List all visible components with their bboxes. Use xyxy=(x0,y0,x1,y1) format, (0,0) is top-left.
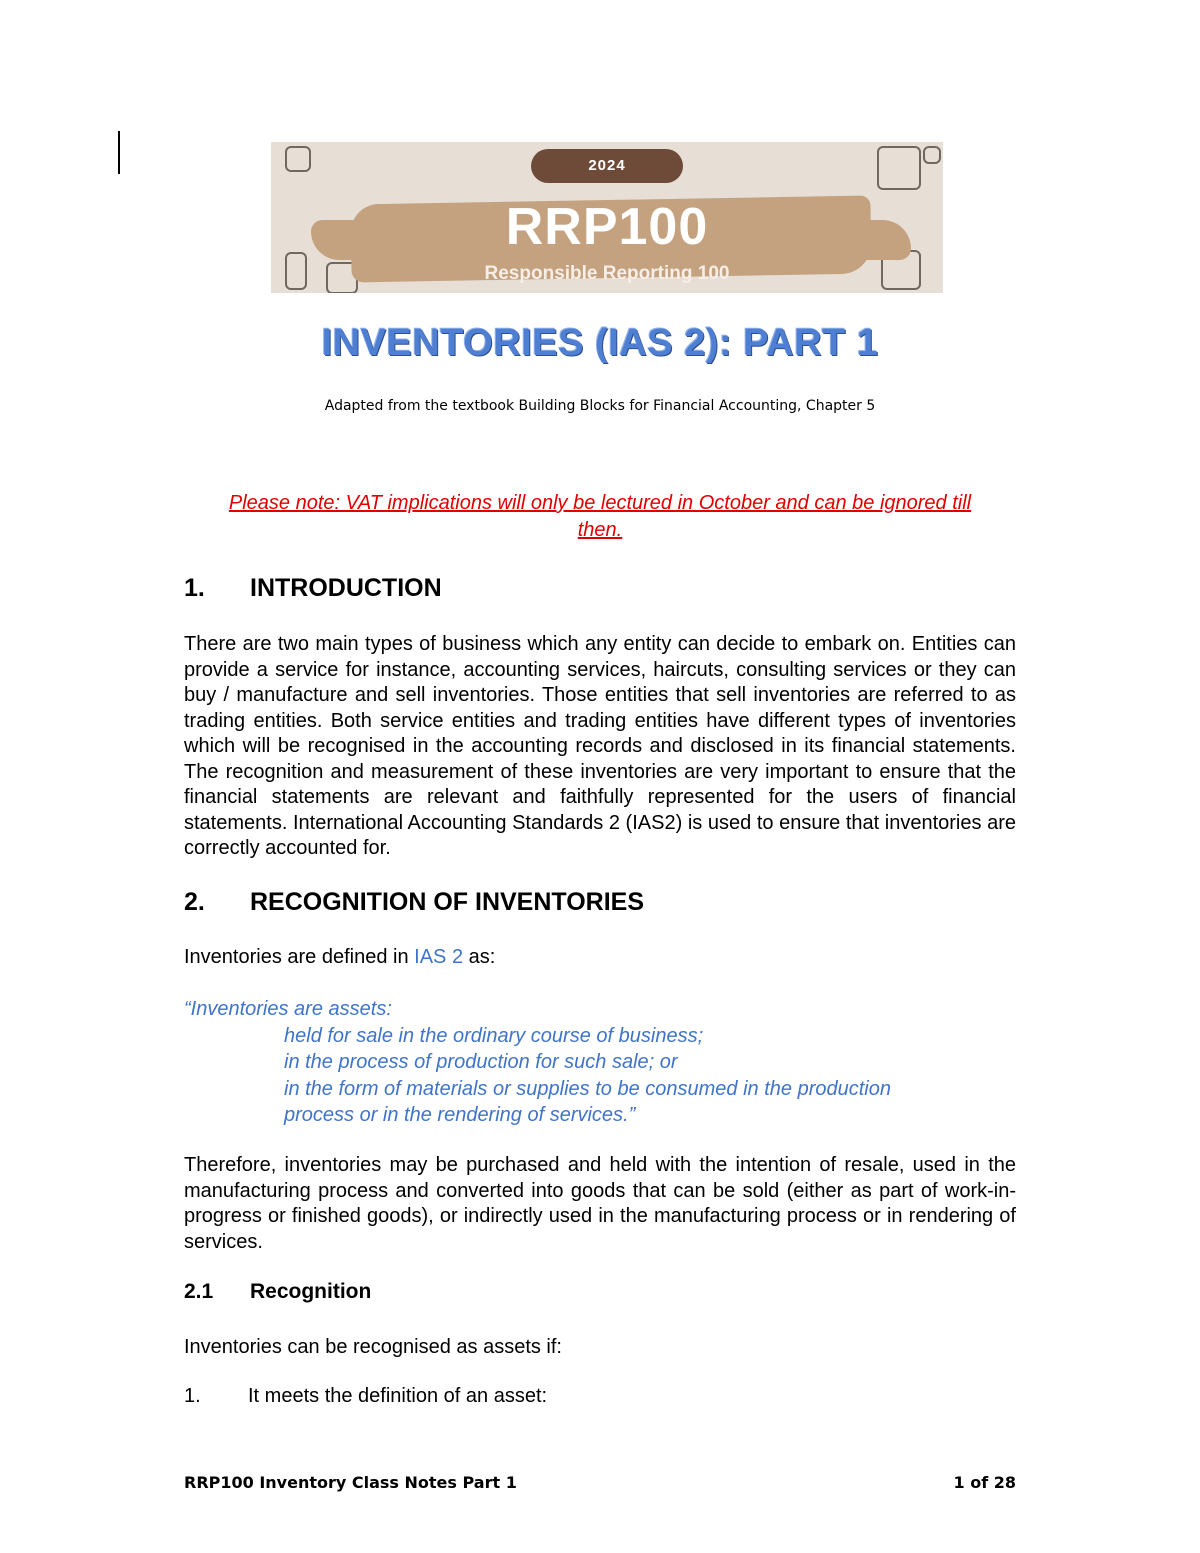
section-title: INTRODUCTION xyxy=(250,574,442,602)
banner-subtitle: Responsible Reporting 100 xyxy=(484,263,730,284)
decorative-square-icon xyxy=(877,146,921,190)
definition-suffix: as: xyxy=(463,946,496,968)
therefore-paragraph: Therefore, inventories may be purchased and held with the intention of resale, used in the manufacturing process and converted into goods that can be sold (either as part of work-in-progress or finished goods), or indirectly used in the manufacturing process or in rendering of services. xyxy=(184,1154,1016,1253)
introduction-paragraph: There are two main types of business which any entity can decide to embark on. Entities can provide a service for instance, accounting services, haircuts, consulting services or they can buy / manufacture and sell inventories. Those entities that sell inventories are referred to as trading entities. Both service entities and trading entities have different types of inventories which will be recognised in the accounting records and disclosed in its financial statements. The recognition and measurement of these inventories are very important to ensure that the financial statements are relevant and faithfully represented for the users of financial statements. International Accounting Standards 2 (IAS2) is used to ensure that inventories are correctly accounted for. xyxy=(184,633,1016,859)
decorative-square-icon xyxy=(923,146,941,164)
subsection-heading-recognition xyxy=(184,1280,371,1304)
list-number: 1. xyxy=(184,1385,201,1407)
document-title: INVENTORIES (IAS 2): PART 1 xyxy=(321,322,879,364)
quote-line: process or in the rendering of services.” xyxy=(284,1104,636,1126)
section-heading-introduction xyxy=(184,574,442,603)
ias2-link[interactable]: IAS 2 xyxy=(414,946,464,968)
text-cursor xyxy=(118,131,120,174)
list-item xyxy=(184,1385,547,1408)
subsection-number: 2.1 xyxy=(184,1280,214,1303)
section-number: 1. xyxy=(184,574,205,602)
definition-intro xyxy=(184,945,1016,971)
recognition-intro: Inventories can be recognised as assets if: xyxy=(184,1336,562,1358)
section-number: 2. xyxy=(184,888,205,916)
ias2-definition-quote xyxy=(184,996,1016,1129)
quote-line: “Inventories are assets: xyxy=(184,998,392,1020)
source-note: Adapted from the textbook Building Blocks for Financial Accounting, Chapter 5 xyxy=(324,398,876,414)
course-banner xyxy=(271,142,943,293)
list-text: It meets the definition of an asset: xyxy=(248,1385,548,1407)
definition-prefix: Inventories are defined in xyxy=(184,946,415,968)
footer-page-number: 1 of 28 xyxy=(953,1473,1016,1492)
vat-note-line1: Please note: VAT implications will only be lectured in October and can be ignored till xyxy=(228,492,972,514)
subsection-title: Recognition xyxy=(250,1280,372,1303)
banner-title: RRP100 xyxy=(505,198,709,256)
section-title: RECOGNITION OF INVENTORIES xyxy=(250,888,645,916)
section-heading-recognition xyxy=(184,888,644,917)
quote-line: held for sale in the ordinary course of business; xyxy=(284,1024,704,1047)
decorative-square-icon xyxy=(285,146,311,172)
banner-year: 2024 xyxy=(531,149,683,183)
quote-line: in the process of production for such sale; or xyxy=(284,1051,678,1073)
footer-document-name: RRP100 Inventory Class Notes Part 1 xyxy=(184,1473,517,1492)
quote-line: in the form of materials or supplies to be consumed in the production xyxy=(284,1077,891,1100)
vat-note xyxy=(184,490,1016,544)
vat-note-line2: then. xyxy=(577,519,623,541)
